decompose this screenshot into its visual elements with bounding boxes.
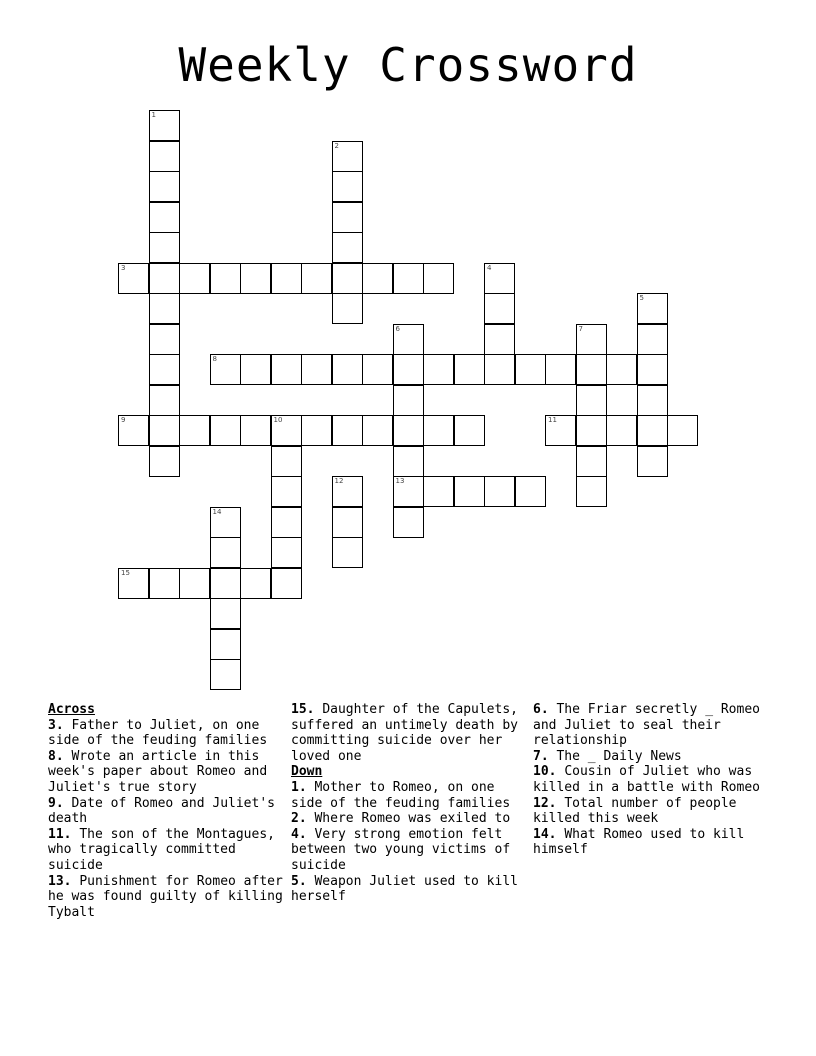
clue-across-9 [48, 796, 288, 827]
grid-cell[interactable] [667, 415, 698, 446]
cell-number: 14 [212, 507, 222, 516]
cell-number: 7 [578, 324, 583, 333]
cell-number: 6 [395, 324, 400, 333]
clue-text: What Romeo used to kill himself [533, 826, 745, 858]
clue-text: Cousin of Juliet who was killed in a battle with Romeo [533, 764, 760, 795]
grid-cell[interactable] [332, 171, 363, 202]
grid-cell[interactable] [362, 415, 393, 446]
cell-number: 9 [121, 416, 126, 424]
grid-cell[interactable] [301, 354, 332, 385]
grid-cell[interactable] [240, 568, 271, 599]
cell-number: 5 [639, 294, 644, 302]
clue-number: 12. [533, 795, 557, 811]
clue-number: 13. [48, 873, 72, 889]
clue-down-2 [291, 811, 531, 827]
clue-text: Date of Romeo and Juliet's death [48, 795, 275, 827]
grid-cell[interactable] [454, 415, 485, 446]
grid-cell[interactable] [271, 446, 302, 477]
grid-cell[interactable] [332, 415, 363, 446]
clue-text: Daughter of the Capulets, suffered an untimely death by committing suicide over her loved one [291, 702, 518, 764]
clue-number: 11. [48, 826, 72, 842]
grid-cell[interactable] [423, 354, 454, 385]
clue-text: Punishment for Romeo after he was found guilty of killing Tybalt [48, 873, 283, 920]
clue-down-5 [291, 874, 531, 905]
grid-cell[interactable] [210, 263, 241, 294]
grid-cell[interactable] [362, 354, 393, 385]
clue-number: 14. [533, 826, 557, 842]
grid-cell[interactable] [637, 324, 668, 355]
grid-cell[interactable] [240, 415, 271, 446]
clue-down-10 [533, 764, 773, 795]
grid-cell[interactable] [576, 324, 607, 355]
grid-cell[interactable] [576, 415, 607, 446]
grid-cell[interactable] [637, 293, 668, 324]
clue-number: 5. [291, 873, 307, 889]
grid-cell[interactable] [423, 263, 454, 294]
clue-text: Very strong emotion felt between two young victims of suicide [291, 826, 511, 873]
grid-cell[interactable] [332, 537, 363, 568]
clue-number: 15. [291, 702, 315, 717]
grid-cell[interactable] [393, 263, 424, 294]
clue-number: 10. [533, 764, 557, 780]
grid-cell[interactable] [149, 354, 180, 385]
grid-cell[interactable] [210, 415, 241, 446]
grid-cell[interactable] [393, 446, 424, 477]
grid-cell[interactable] [637, 385, 668, 416]
grid-cell[interactable] [576, 446, 607, 477]
grid-cell[interactable] [179, 568, 210, 599]
clue-number: 6. [533, 702, 549, 717]
grid-cell[interactable] [118, 415, 149, 446]
clue-number: 1. [291, 779, 307, 795]
grid-cell[interactable] [637, 446, 668, 477]
clue-number: 8. [48, 748, 64, 764]
clue-text: Total number of people killed this week [533, 795, 737, 827]
grid-cell[interactable] [393, 507, 424, 538]
grid-cell[interactable] [271, 507, 302, 538]
grid-cell[interactable] [454, 476, 485, 507]
grid-cell[interactable] [271, 354, 302, 385]
grid-cell[interactable] [332, 476, 363, 507]
grid-cell[interactable] [484, 324, 515, 355]
grid-cell[interactable] [149, 232, 180, 263]
page-title: Weekly Crossword [178, 38, 638, 92]
clue-number: 3. [48, 717, 64, 733]
grid-cell[interactable] [606, 354, 637, 385]
grid-cell[interactable] [637, 415, 668, 446]
clue-across-13 [48, 874, 288, 921]
grid-cell[interactable] [149, 171, 180, 202]
across-heading: Across [48, 702, 95, 717]
grid-cell[interactable] [393, 415, 424, 446]
grid-cell[interactable] [332, 232, 363, 263]
grid-cell[interactable] [393, 354, 424, 385]
grid-cell[interactable] [118, 568, 149, 599]
clue-number: 2. [291, 811, 307, 827]
clue-text: Mother to Romeo, on one side of the feuding families [291, 779, 511, 811]
clues-column-1 [48, 702, 288, 920]
grid-cell[interactable] [149, 324, 180, 355]
cell-number: 2 [334, 141, 339, 150]
grid-cell[interactable] [210, 537, 241, 568]
grid-cell[interactable] [332, 141, 363, 172]
clue-number: 4. [291, 826, 307, 842]
grid-cell[interactable] [210, 629, 241, 660]
grid-cell[interactable] [362, 263, 393, 294]
grid-cell[interactable] [149, 110, 180, 141]
clue-text: Where Romeo was exiled to [314, 811, 511, 827]
grid-cell[interactable] [332, 293, 363, 324]
cell-number: 3 [121, 263, 126, 272]
grid-cell[interactable] [484, 476, 515, 507]
grid-cell[interactable] [271, 476, 302, 507]
grid-cell[interactable] [332, 507, 363, 538]
grid-cell[interactable] [210, 598, 241, 629]
grid-cell[interactable] [545, 415, 576, 446]
grid-cell[interactable] [149, 568, 180, 599]
grid-cell[interactable] [332, 263, 363, 294]
down-heading: Down [291, 764, 323, 780]
grid-cell[interactable] [484, 263, 515, 294]
grid-cell[interactable] [393, 476, 424, 507]
grid-cell[interactable] [271, 415, 302, 446]
grid-cell[interactable] [301, 415, 332, 446]
clue-number: 7. [533, 748, 549, 764]
grid-cell[interactable] [423, 415, 454, 446]
grid-cell[interactable] [240, 354, 271, 385]
grid-cell[interactable] [149, 293, 180, 324]
clue-across-3 [48, 718, 288, 749]
clue-text: Father to Juliet, on one side of the feuding families [48, 717, 268, 749]
grid-cell[interactable] [454, 354, 485, 385]
grid-cell[interactable] [484, 354, 515, 385]
grid-cell[interactable] [332, 202, 363, 233]
clue-down-4 [291, 827, 531, 874]
grid-cell[interactable] [210, 507, 241, 538]
grid-cell[interactable] [210, 659, 241, 690]
grid-cell[interactable] [271, 537, 302, 568]
clue-down-6 [533, 702, 773, 749]
grid-cell[interactable] [149, 446, 180, 477]
grid-cell[interactable] [271, 263, 302, 294]
clues-column-3 [533, 702, 773, 858]
clue-text: The Friar secretly _ Romeo and Juliet to seal their relationship [533, 702, 760, 749]
clue-text: Wrote an article in this week's paper about Romeo and Juliet's true story [48, 748, 268, 795]
grid-cell[interactable] [637, 354, 668, 385]
grid-cell[interactable] [332, 354, 363, 385]
grid-cell[interactable] [515, 476, 546, 507]
grid-cell[interactable] [179, 415, 210, 446]
grid-cell[interactable] [149, 202, 180, 233]
cell-number: 10 [273, 416, 283, 424]
clue-text: The son of the Montagues, who tragically committed suicide [48, 826, 275, 873]
clue-down-14 [533, 827, 773, 858]
cell-number: 4 [487, 263, 492, 272]
grid-cell[interactable] [576, 385, 607, 416]
cell-number: 15 [121, 568, 130, 577]
grid-cell[interactable] [515, 354, 546, 385]
clues-column-2 [291, 702, 531, 905]
grid-cell[interactable] [484, 293, 515, 324]
clue-number: 9. [48, 795, 64, 811]
grid-cell[interactable] [576, 354, 607, 385]
grid-cell[interactable] [149, 415, 180, 446]
grid-cell[interactable] [179, 263, 210, 294]
clue-across-15 [291, 702, 531, 764]
clue-down-7 [533, 749, 773, 765]
clue-across-11 [48, 827, 288, 874]
grid-cell[interactable] [240, 263, 271, 294]
grid-cell[interactable] [271, 568, 302, 599]
grid-cell[interactable] [149, 141, 180, 172]
grid-cell[interactable] [118, 263, 149, 294]
grid-cell[interactable] [301, 263, 332, 294]
clue-down-1 [291, 780, 531, 811]
cell-number: 13 [395, 477, 405, 485]
cell-number: 8 [212, 355, 217, 363]
grid-cell[interactable] [393, 324, 424, 355]
cell-number: 12 [334, 477, 344, 485]
clue-across-8 [48, 749, 288, 796]
grid-cell[interactable] [210, 568, 241, 599]
grid-cell[interactable] [149, 263, 180, 294]
clue-text: The _ Daily News [556, 748, 682, 764]
grid-cell[interactable] [576, 476, 607, 507]
grid-cell[interactable] [149, 385, 180, 416]
grid-cell[interactable] [210, 354, 241, 385]
grid-cell[interactable] [545, 354, 576, 385]
cell-number: 11 [548, 416, 557, 424]
cell-number: 1 [151, 111, 156, 119]
grid-cell[interactable] [423, 476, 454, 507]
grid-cell[interactable] [606, 415, 637, 446]
clue-down-12 [533, 796, 773, 827]
grid-cell[interactable] [393, 385, 424, 416]
clue-text: Weapon Juliet used to kill herself [291, 873, 518, 905]
